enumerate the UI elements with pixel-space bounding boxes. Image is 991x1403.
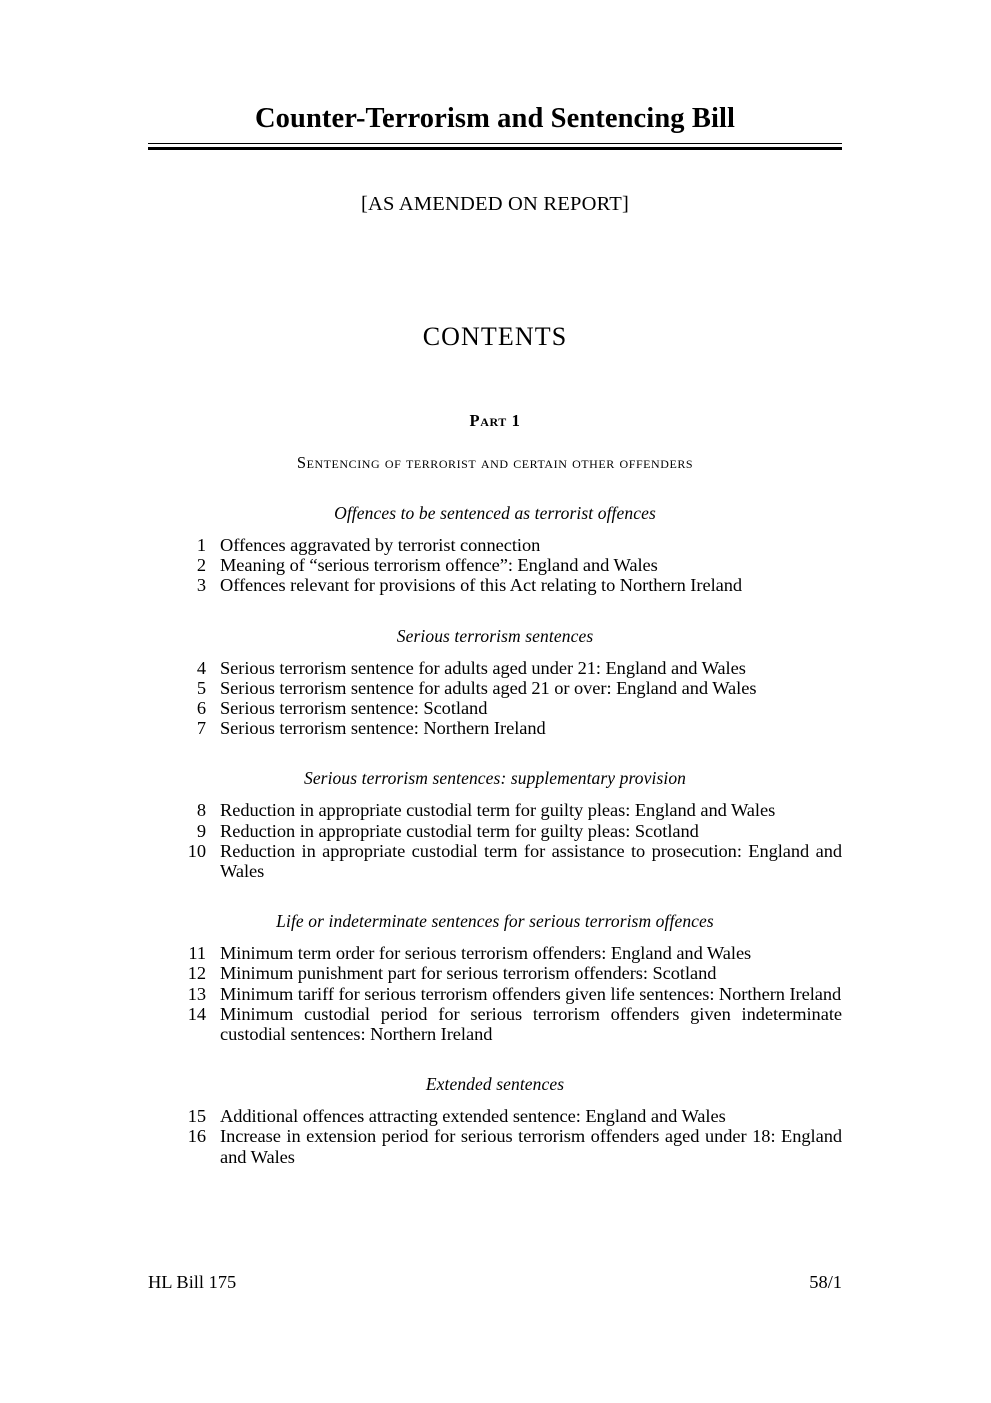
contents-group	[148, 596, 842, 739]
contents-entry-label: Offences aggravated by terrorist connection	[220, 534, 541, 555]
contents-entry-label: Reduction in appropriate custodial term for guilty pleas: Scotland	[220, 820, 699, 841]
contents-entry-list	[148, 932, 842, 1044]
contents-entry-number: 7	[196, 718, 206, 739]
contents-entry-number: 12	[187, 963, 206, 984]
contents-group-heading: Extended sentences	[425, 1074, 565, 1095]
contents-entry-label: Minimum custodial period for serious terrorism offenders given indeterminate custodial sentences: Northern Ireland	[220, 1003, 842, 1044]
contents-group-heading: Offences to be sentenced as terrorist offences	[334, 502, 656, 523]
contents-entry-label: Minimum punishment part for serious terrorism offenders: Scotland	[220, 963, 717, 984]
contents-group-heading: Life or indeterminate sentences for serious terrorism offences	[276, 911, 714, 932]
contents-entry-number: 9	[196, 820, 206, 841]
contents-entry-label: Meaning of “serious terrorism offence”: England and Wales	[220, 555, 658, 576]
contents-entry[interactable]	[148, 1004, 842, 1044]
page-title: Counter-Terrorism and Sentencing Bill	[254, 103, 736, 134]
contents-entry-label: Minimum term order for serious terrorism offenders: England and Wales	[220, 943, 752, 964]
contents-entry[interactable]	[148, 821, 842, 841]
amendment-status-note: [AS AMENDED ON REPORT]	[361, 192, 629, 215]
contents-entry-list	[148, 647, 842, 739]
contents-entry[interactable]	[148, 800, 842, 820]
contents-entry-number: 2	[196, 555, 206, 576]
contents-entry-number: 11	[188, 943, 206, 964]
contents-entry-number: 4	[196, 657, 206, 678]
contents-entry[interactable]	[148, 718, 842, 738]
contents-entry-label: Offences relevant for provisions of this Act relating to Northern Ireland	[220, 575, 743, 596]
contents-groups	[148, 473, 842, 1167]
contents-entry-number: 13	[187, 983, 206, 1004]
page-content	[148, 0, 842, 1167]
contents-entry-label: Additional offences attracting extended sentence: England and Wales	[220, 1106, 726, 1127]
contents-group	[148, 738, 842, 881]
contents-entry-number: 15	[187, 1106, 206, 1127]
contents-entry[interactable]	[148, 575, 842, 595]
part-number-heading: Part 1	[469, 410, 521, 430]
title-double-rule	[148, 143, 842, 150]
contents-entry-number: 16	[187, 1126, 206, 1147]
contents-entry-label: Serious terrorism sentence: Northern Ireland	[220, 718, 546, 739]
contents-group	[148, 881, 842, 1044]
contents-entry[interactable]	[148, 555, 842, 575]
contents-entry[interactable]	[148, 535, 842, 555]
contents-entry-number: 8	[196, 800, 206, 821]
bill-reference: HL Bill 175	[148, 1272, 237, 1292]
contents-entry[interactable]	[148, 678, 842, 698]
contents-entry-list	[148, 789, 842, 881]
contents-heading: CONTENTS	[422, 321, 568, 351]
contents-entry[interactable]	[148, 658, 842, 678]
contents-entry[interactable]	[148, 841, 842, 881]
contents-entry[interactable]	[148, 963, 842, 983]
contents-entry-number: 3	[196, 575, 206, 596]
contents-group-heading: Serious terrorism sentences	[396, 625, 594, 646]
page-reference: 58/1	[809, 1272, 842, 1292]
contents-entry-label: Reduction in appropriate custodial term for assistance to prosecution: England and Wales	[220, 840, 842, 881]
contents-entry[interactable]	[148, 943, 842, 963]
contents-entry-number: 10	[187, 840, 206, 861]
contents-group	[148, 1044, 842, 1167]
contents-entry-label: Increase in extension period for serious terrorism offenders aged under 18: England and Wales	[220, 1126, 842, 1167]
contents-entry[interactable]	[148, 698, 842, 718]
contents-entry-number: 6	[196, 697, 206, 718]
contents-group	[148, 473, 842, 596]
part-title-heading: Sentencing of terrorist and certain other offenders	[296, 452, 694, 472]
contents-entry-number: 1	[196, 534, 206, 555]
contents-entry-label: Serious terrorism sentence for adults aged under 21: England and Wales	[220, 657, 746, 678]
contents-entry-label: Serious terrorism sentence for adults aged 21 or over: England and Wales	[220, 677, 757, 698]
contents-entry-list	[148, 524, 842, 596]
contents-entry-list	[148, 1095, 842, 1167]
contents-entry-label: Serious terrorism sentence: Scotland	[220, 697, 488, 718]
contents-entry[interactable]	[148, 984, 842, 1004]
contents-entry-label: Minimum tariff for serious terrorism offenders given life sentences: Northern Ireland	[220, 983, 842, 1004]
contents-entry[interactable]	[148, 1106, 842, 1126]
contents-entry-number: 14	[187, 1003, 206, 1024]
page-footer	[148, 1272, 842, 1293]
contents-group-heading: Serious terrorism sentences: supplementary provision	[303, 768, 687, 789]
contents-entry[interactable]	[148, 1126, 842, 1166]
contents-entry-number: 5	[196, 677, 206, 698]
contents-entry-label: Reduction in appropriate custodial term for guilty pleas: England and Wales	[220, 800, 776, 821]
